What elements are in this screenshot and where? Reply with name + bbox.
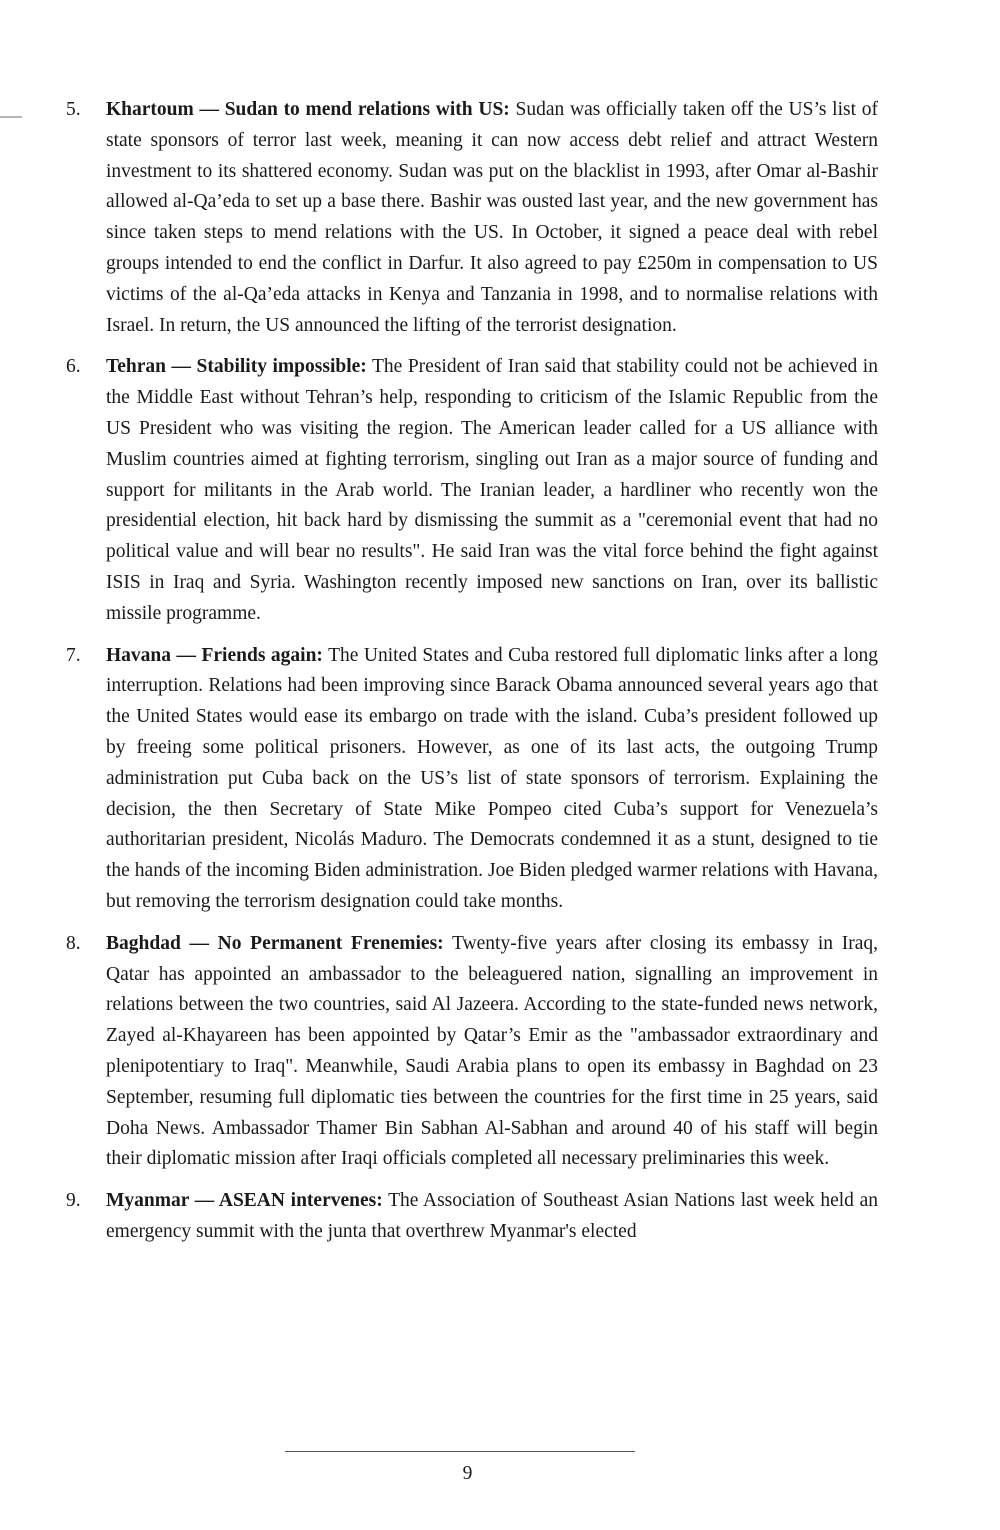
item-number: 5. [66,99,81,120]
item-heading: Khartoum — Sudan to mend relations with US: [106,99,510,120]
news-item-list [66,95,878,1259]
item-number: 8. [66,932,81,954]
item-text: The United States and Cuba restored full diplomatic links after a long interruption. Relations had been improving since Barack Obama announced several years ago that the United States would ease its embargo on trade with the island. Cuba’s president followed up by freeing some political prisoners. However, as one of its last acts, the outgoing Trump administration put Cuba back on the US’s list of state sponsors of terrorism. Explaining the decision, the then Secretary of State Mike Pompeo cited Cuba’s support for Venezuela’s authoritarian president, Nicolás Maduro. The Democrats condemned it as a stunt, designed to tie the hands of the incoming Biden administration. Joe Biden pledged warmer relations with Havana, but removing the terrorism designation could take months. [106,644,878,912]
item-body [106,95,878,341]
item-body [106,1186,878,1248]
item-body [106,641,878,918]
item-body [106,929,878,1175]
news-item-baghdad [66,929,878,1175]
item-body [106,352,878,629]
item-heading: Myanmar — ASEAN intervenes: [106,1190,383,1212]
item-text: Sudan was officially taken off the US’s list of state sponsors of terror last week, meaning it can now access debt relief and attract Western investment to its shattered economy. Sudan was put on the blacklist in 1993, after Omar al-Bashir allowed al-Qa’eda to set up a base there. Bashir was ousted last year, and the new government has since taken steps to mend relations with the US. In October, it signed a peace deal with rebel groups intended to end the conflict in Darfur. It also agreed to pay £250m in compensation to US victims of the al-Qa’eda attacks in Kenya and Tanzania in 1998, and to normalise relations with Israel. In return, the US announced the lifting of the terrorist designation. [106,99,878,336]
news-item-myanmar [66,1186,878,1248]
item-text: The Association of Southeast Asian Nations last week held an emergency summit with the junta that overthrew Myanmar's elected [106,1190,878,1242]
item-number: 9. [66,1190,81,1212]
news-item-havana [66,641,878,918]
item-text: The President of Iran said that stability could not be achieved in the Middle East without Tehran’s help, responding to criticism of the Islamic Republic from the US President who was visiting the region. The American leader called for a US alliance with Muslim countries aimed at fighting terrorism, singling out Iran as a major source of funding and support for militants in the Arab world. The Iranian leader, a hardliner who recently won the presidential election, hit back hard by dismissing the summit as a "ceremonial event that had no political value and will bear no results". He said Iran was the vital force behind the fight against ISIS in Iraq and Syria. Washington recently imposed new sanctions on Iran, over its ballistic missile programme. [106,356,878,624]
news-item-tehran [66,352,878,629]
item-text: Twenty-five years after closing its embassy in Iraq, Qatar has appointed an ambassador to the beleaguered nation, signalling an improvement in relations between the two countries, said Al Jazeera. According to the state-funded news network, Zayed al-Khayareen has been appointed by Qatar’s Emir as the "ambassador extraordinary and plenipotentiary to Iraq". Meanwhile, Saudi Arabia plans to open its embassy in Baghdad on 23 September, resuming full diplomatic ties between the countries for the first time in 25 years, said Doha News. Ambassador Thamer Bin Sabhan Al-Sabhan and around 40 of his staff will begin their diplomatic mission after Iraqi officials completed all necessary preliminaries this week. [106,932,878,1170]
item-number: 7. [66,644,81,666]
item-heading: Havana — Friends again: [106,644,323,666]
item-heading: Baghdad — No Permanent Frenemies: [106,932,444,954]
item-number: 6. [66,356,81,378]
news-item-khartoum [66,95,878,341]
page-number: 9 [462,1463,473,1484]
footer-rule [285,1451,635,1452]
item-heading: Tehran — Stability impossible: [106,356,367,378]
scan-edge-mark [0,116,22,118]
